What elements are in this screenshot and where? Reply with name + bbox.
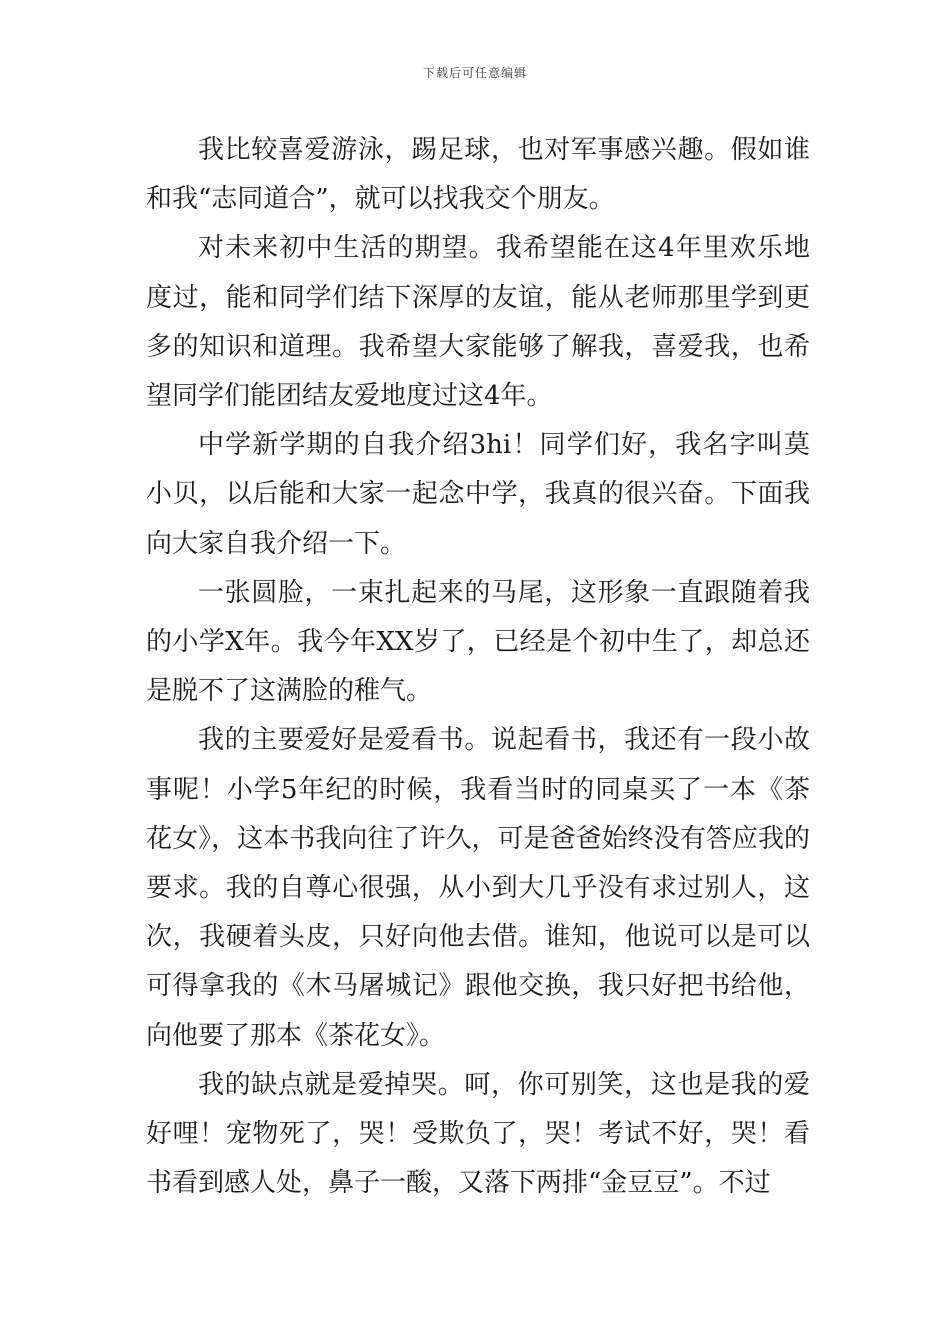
document-body (146, 126, 810, 1208)
paragraph: 我的主要爱好是爱看书。说起看书，我还有一段小故事呢！小学5年纪的时候，我看当时的同桌买了一本《茶花女》，这本书我向往了许久，可是爸爸始终没有答应我的要求。我的自尊心很强，从小到大几乎没有求过别人，这次，我硬着头皮，只好向他去借。谁知，他说可以是可以可得拿我的《木马屠城记》跟他交换，我只好把书给他，向他要了那本《茶花女》。 (146, 725, 810, 1051)
paragraph: 我的缺点就是爱掉哭。呵，你可别笑，这也是我的爱好哩！宠物死了，哭！受欺负了，哭！考试不好，哭！看书看到感人处，鼻子一酸，又落下两排“金豆豆”。不过 (146, 1069, 810, 1199)
paragraph: 对未来初中生活的期望。我希望能在这4年里欢乐地度过，能和同学们结下深厚的友谊，能从老师那里学到更多的知识和道理。我希望大家能够了解我，喜爱我，也希望同学们能团结友爱地度过这4年。 (146, 233, 810, 412)
paragraph: 我比较喜爱游泳，踢足球，也对军事感兴趣。假如谁和我“志同道合”，就可以找我交个朋友。 (146, 135, 810, 215)
page-header: 下载后可任意编辑 (422, 66, 527, 80)
paragraph: 中学新学期的自我介绍3hi！同学们好，我名字叫莫小贝，以后能和大家一起念中学，我真的很兴奋。下面我向大家自我介绍一下。 (146, 430, 810, 559)
paragraph: 一张圆脸，一束扎起来的马尾，这形象一直跟随着我的小学X年。我今年XX岁了，已经是个初中生了，却总还是脱不了这满脸的稚气。 (146, 577, 810, 707)
